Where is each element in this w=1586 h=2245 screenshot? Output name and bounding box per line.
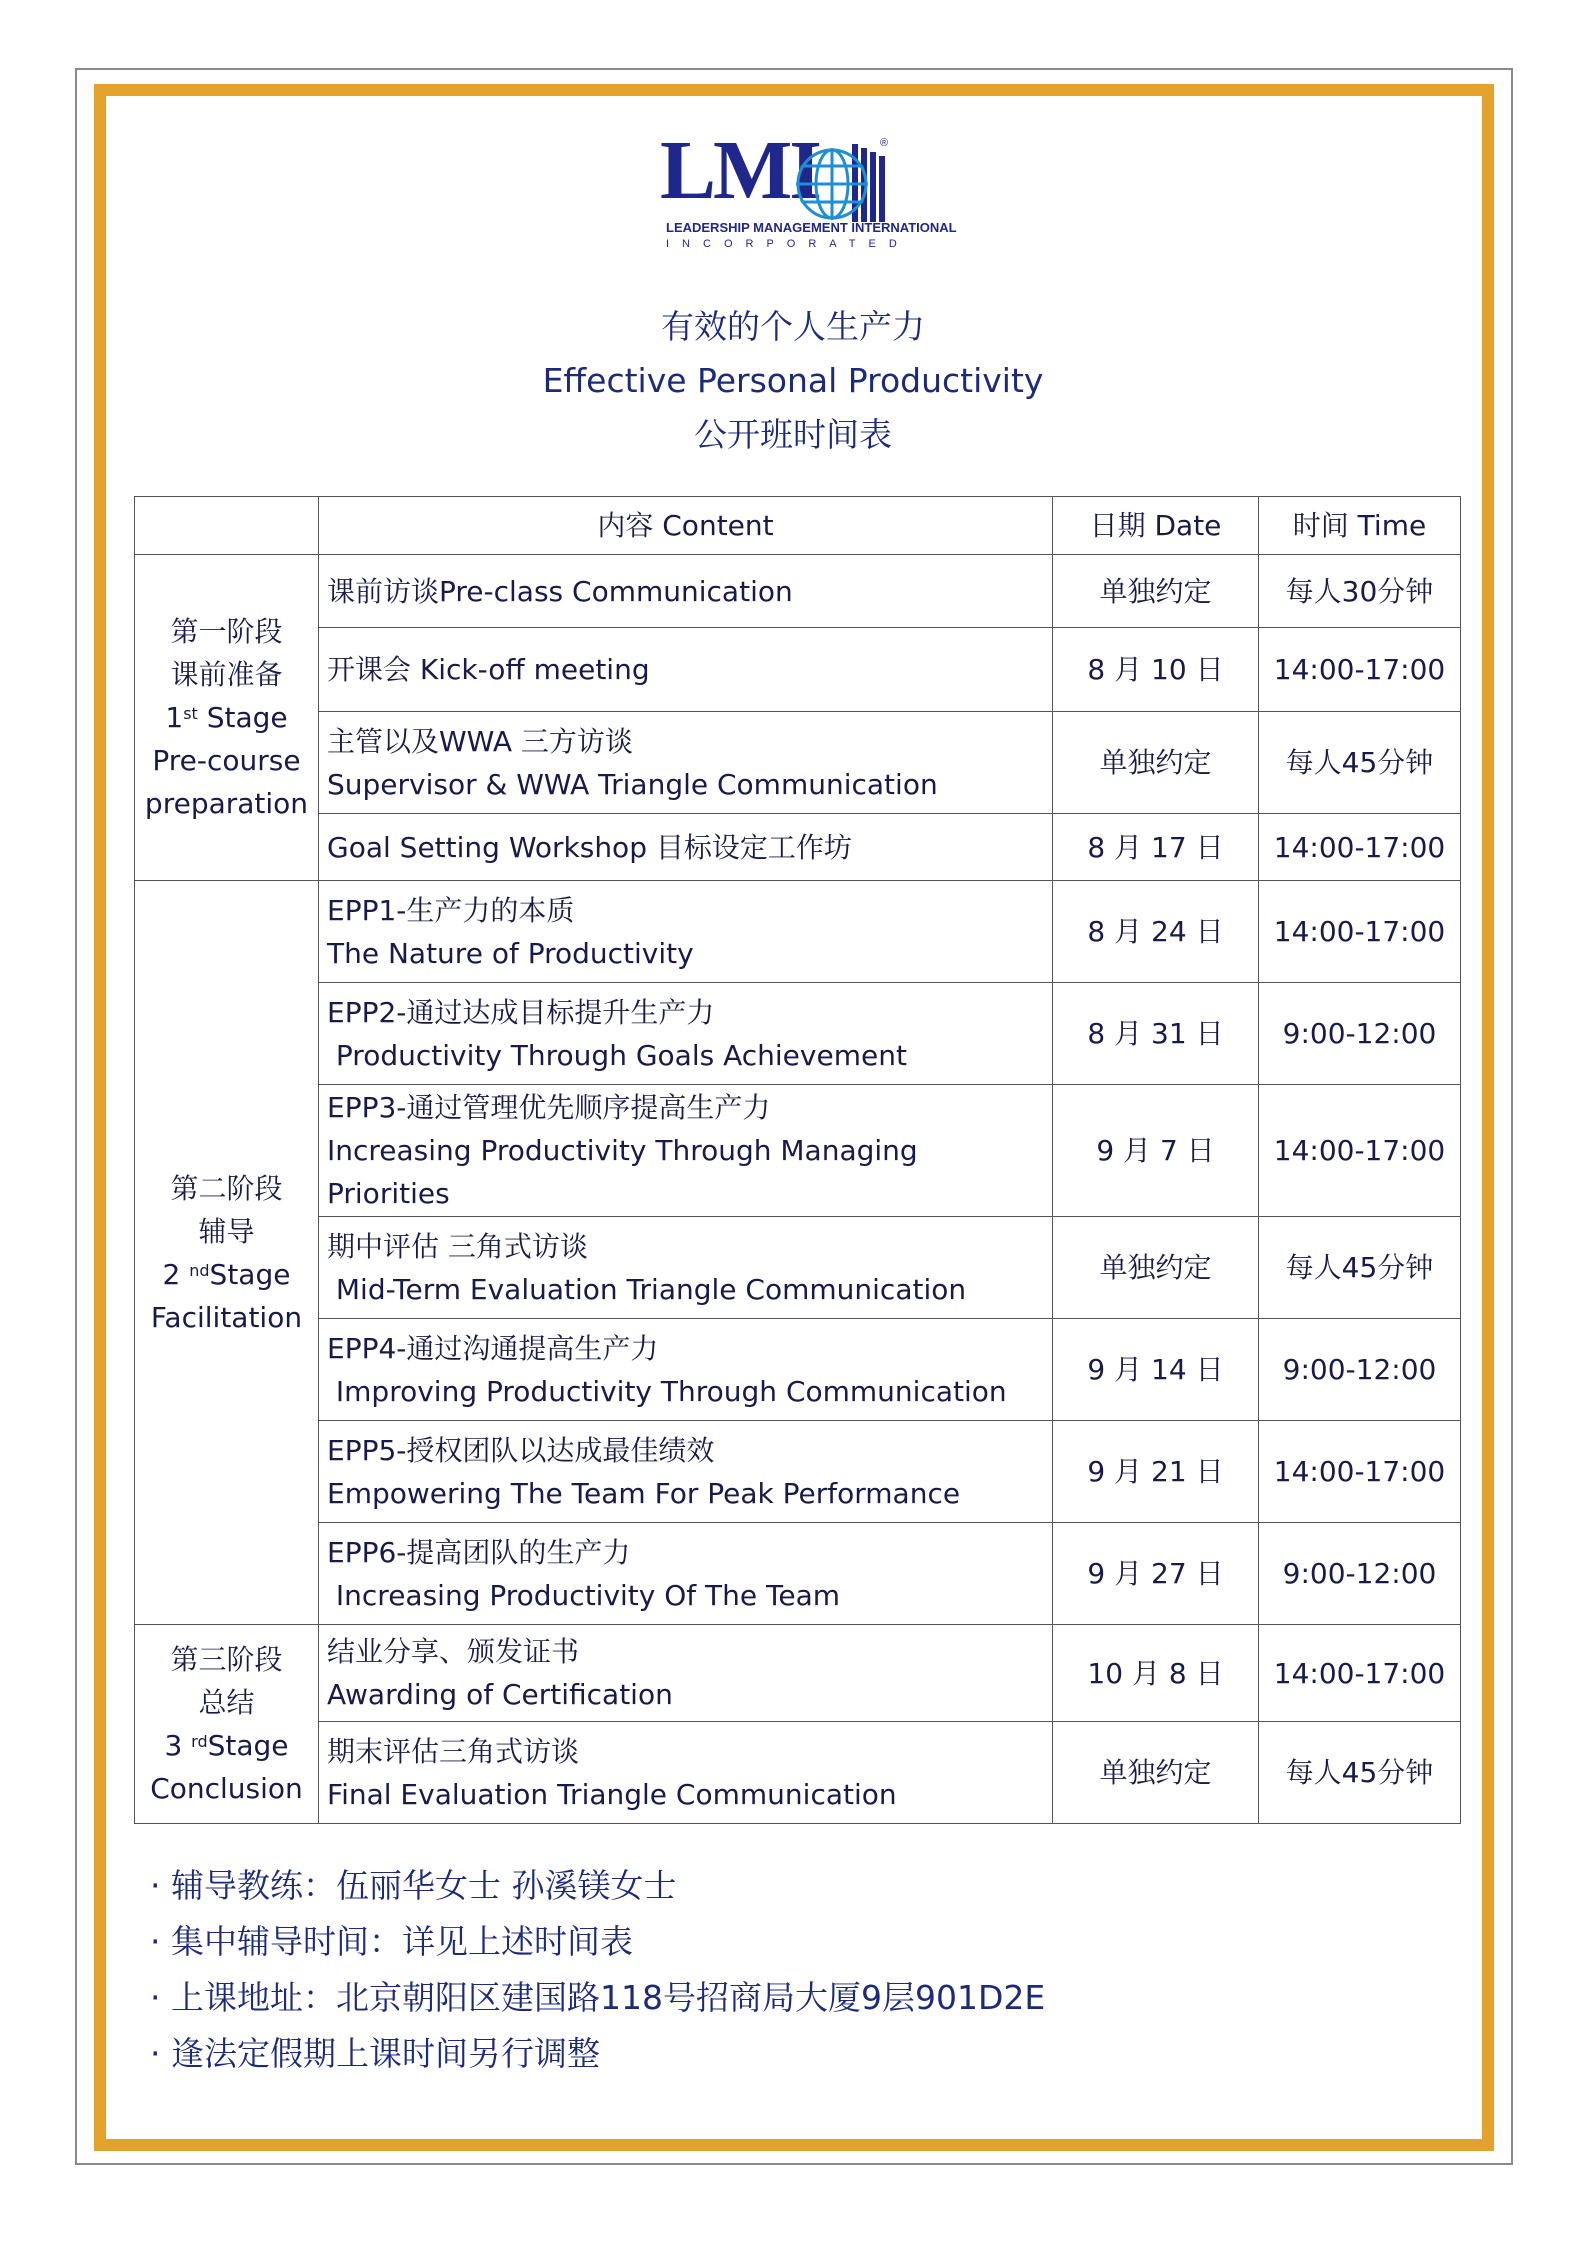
stage-cn2: 总结 xyxy=(198,1686,255,1719)
stage-3-cell xyxy=(135,1625,319,1824)
time-cell: 每人30分钟 xyxy=(1259,555,1461,628)
content-cell: 主管以及WWA 三方访谈 Supervisor & WWA Triangle Communication xyxy=(319,712,1053,814)
table-row xyxy=(135,555,1461,628)
title-cn: 有效的个人生产力 xyxy=(661,307,925,346)
schedule-table xyxy=(134,496,1461,1824)
time-cell: 9:00-12:00 xyxy=(1259,983,1461,1085)
stage-label: 2 $^{nd}$Stage xyxy=(162,1257,291,1291)
table-row xyxy=(135,1722,1461,1824)
content-cell: EPP6-提高团队的生产力 Increasing Productivity Of The Team xyxy=(319,1523,1053,1625)
time-cell: 9:00-12:00 xyxy=(1259,1523,1461,1625)
content-cell: EPP1-生产力的本质 The Nature of Productivity xyxy=(319,881,1053,983)
table-row xyxy=(135,1625,1461,1722)
time-cell: 每人45分钟 xyxy=(1259,1722,1461,1824)
logo-wordmark: LMI xyxy=(660,124,819,217)
table-row xyxy=(135,1523,1461,1625)
header-content: 内容 Content xyxy=(319,497,1053,555)
logo-tagline: LEADERSHIP MANAGEMENT INTERNATIONAL xyxy=(666,220,957,235)
table-row xyxy=(135,1421,1461,1523)
stage-cn1: 第二阶段 xyxy=(170,1171,283,1205)
stage-en: Facilitation xyxy=(150,1300,303,1334)
title-sub: 公开班时间表 xyxy=(694,415,892,454)
table-header-row xyxy=(135,497,1461,555)
date-cell: 单独约定 xyxy=(1053,1722,1259,1824)
content-cell: 期末评估三角式访谈 Final Evaluation Triangle Communication xyxy=(319,1722,1053,1824)
table-row xyxy=(135,1217,1461,1319)
time-cell: 14:00-17:00 xyxy=(1259,628,1461,712)
globe-bars-icon xyxy=(794,134,890,224)
content-cell: EPP2-通过达成目标提升生产力 Productivity Through Goals Achievement xyxy=(319,983,1053,1085)
content-cell: 课前访谈Pre-class Communication xyxy=(319,555,1053,628)
title-block xyxy=(0,300,1586,462)
stage-2-cell xyxy=(135,881,319,1625)
time-cell: 9:00-12:00 xyxy=(1259,1319,1461,1421)
content-cell: Goal Setting Workshop 目标设定工作坊 xyxy=(319,814,1053,881)
time-cell: 14:00-17:00 xyxy=(1259,1625,1461,1722)
registered-mark: ® xyxy=(880,137,889,149)
notes-list xyxy=(150,1858,1045,2082)
stage-en: Pre-course preparation xyxy=(144,744,309,820)
date-cell: 单独约定 xyxy=(1053,712,1259,814)
content-cell: 开课会 Kick-off meeting xyxy=(319,628,1053,712)
date-cell: 9 月 21 日 xyxy=(1053,1421,1259,1523)
stage-en: Conclusion xyxy=(150,1772,303,1805)
title-en: Effective Personal Productivity xyxy=(542,361,1044,400)
content-cell: EPP4-通过沟通提高生产力 Improving Productivity Through Communication xyxy=(319,1319,1053,1421)
stage-cn2: 课前准备 xyxy=(170,658,283,691)
header-time: 时间 Time xyxy=(1259,497,1461,555)
note-address: · 上课地址：北京朝阳区建国路118号招商局大厦9层901D2E xyxy=(150,1978,1046,2017)
table-row xyxy=(135,1085,1461,1217)
content-cell: EPP3-通过管理优先顺序提高生产力 Increasing Productivity Through Managing Priorities xyxy=(319,1085,1053,1217)
time-cell: 14:00-17:00 xyxy=(1259,1421,1461,1523)
table-row xyxy=(135,983,1461,1085)
table-row xyxy=(135,628,1461,712)
time-cell: 14:00-17:00 xyxy=(1259,814,1461,881)
content-cell: 期中评估 三角式访谈 Mid-Term Evaluation Triangle Communication xyxy=(319,1217,1053,1319)
date-cell: 8 月 31 日 xyxy=(1053,983,1259,1085)
date-cell: 单独约定 xyxy=(1053,1217,1259,1319)
time-cell: 14:00-17:00 xyxy=(1259,1085,1461,1217)
date-cell: 10 月 8 日 xyxy=(1053,1625,1259,1722)
stage-cn2: 辅导 xyxy=(198,1214,255,1248)
table-row xyxy=(135,814,1461,881)
stage-label: 3 $^{rd}$Stage xyxy=(164,1729,289,1762)
stage-cn1: 第一阶段 xyxy=(170,615,283,648)
date-cell: 单独约定 xyxy=(1053,555,1259,628)
time-cell: 每人45分钟 xyxy=(1259,712,1461,814)
content-cell: EPP5-授权团队以达成最佳绩效 Empowering The Team For Peak Performance xyxy=(319,1421,1053,1523)
note-schedule: · 集中辅导时间：详见上述时间表 xyxy=(150,1922,633,1961)
table-row xyxy=(135,1319,1461,1421)
date-cell: 8 月 10 日 xyxy=(1053,628,1259,712)
date-cell: 9 月 27 日 xyxy=(1053,1523,1259,1625)
note-holiday: · 逢法定假期上课时间另行调整 xyxy=(150,2034,600,2073)
time-cell: 14:00-17:00 xyxy=(1259,881,1461,983)
date-cell: 9 月 14 日 xyxy=(1053,1319,1259,1421)
table-row xyxy=(135,712,1461,814)
date-cell: 8 月 24 日 xyxy=(1053,881,1259,983)
stage-label: 1st Stage xyxy=(165,701,288,734)
date-cell: 9 月 7 日 xyxy=(1053,1085,1259,1217)
header-blank xyxy=(135,497,319,555)
time-cell: 每人45分钟 xyxy=(1259,1217,1461,1319)
note-coach: · 辅导教练：伍丽华女士 孙溪镁女士 xyxy=(150,1866,677,1905)
header-date: 日期 Date xyxy=(1053,497,1259,555)
table-row xyxy=(135,881,1461,983)
content-cell: 结业分享、颁发证书 Awarding of Certification xyxy=(319,1625,1053,1722)
lmi-logo xyxy=(660,124,957,264)
stage-1-cell xyxy=(135,555,319,881)
date-cell: 8 月 17 日 xyxy=(1053,814,1259,881)
stage-cn1: 第三阶段 xyxy=(170,1643,283,1676)
logo-incorporated: INCORPORATED xyxy=(666,238,910,250)
